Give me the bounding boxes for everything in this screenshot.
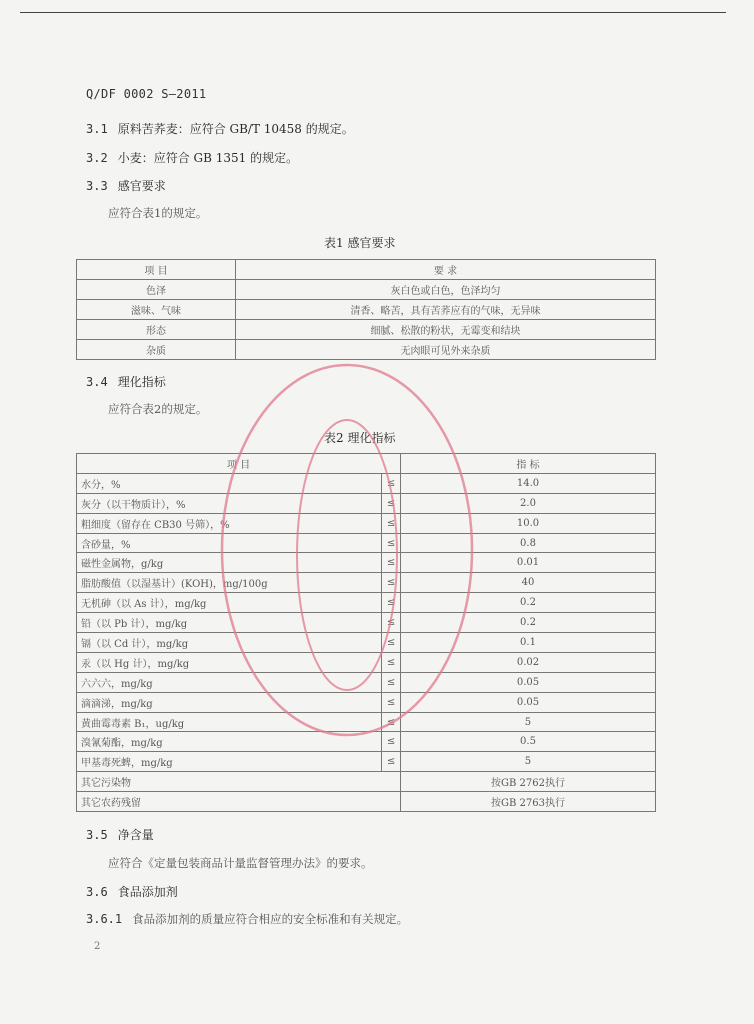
table-row <box>77 320 656 340</box>
table-row <box>77 513 656 533</box>
operator-cell: ≤ <box>382 493 401 513</box>
clause-number: 3.6.1 <box>86 912 123 926</box>
table-row <box>77 633 656 653</box>
operator-cell: ≤ <box>382 473 401 493</box>
table-row <box>77 752 656 772</box>
clause-title: 净含量 <box>117 828 154 842</box>
clause-3-1 <box>86 120 354 137</box>
requirement-cell: 清香、略苦，具有苦荞应有的气味，无异味 <box>236 300 656 320</box>
requirement-cell: 无肉眼可见外来杂质 <box>236 340 656 360</box>
table-row <box>77 473 656 493</box>
clause-number: 3.6 <box>86 885 108 899</box>
operator-cell: ≤ <box>382 533 401 553</box>
clause-3-4 <box>86 373 166 390</box>
value-cell: 按GB 2763执行 <box>400 792 655 812</box>
header-rule <box>20 12 726 13</box>
requirement-cell: 灰白色或白色，色泽均匀 <box>236 280 656 300</box>
operator-cell: ≤ <box>382 613 401 633</box>
value-cell: 0.01 <box>400 553 655 573</box>
table-header-row <box>77 260 656 280</box>
item-cell: 形态 <box>77 320 236 340</box>
physicochemical-table <box>76 453 656 812</box>
value-cell: 0.8 <box>400 533 655 553</box>
table-row <box>77 792 656 812</box>
operator-cell: ≤ <box>382 593 401 613</box>
table-row <box>77 712 656 732</box>
table1-caption: 表1 感官要求 <box>324 236 396 250</box>
table-row <box>77 553 656 573</box>
value-cell: 0.05 <box>400 692 655 712</box>
operator-cell: ≤ <box>382 513 401 533</box>
table-row <box>77 613 656 633</box>
column-header: 项 目 <box>77 260 236 280</box>
standard-code: Q/DF 0002 S—2011 <box>86 87 207 101</box>
table-row <box>77 300 656 320</box>
operator-cell: ≤ <box>382 672 401 692</box>
table-row <box>77 772 656 792</box>
clause-text: 食品添加剂的质量应符合相应的安全标准和有关规定。 <box>132 912 409 926</box>
clause-3-6-1 <box>86 911 408 927</box>
item-cell: 铅（以 Pb 计），mg/kg <box>77 613 382 633</box>
table-header-row <box>77 454 656 474</box>
value-cell: 14.0 <box>400 473 655 493</box>
operator-cell: ≤ <box>382 732 401 752</box>
value-cell: 0.05 <box>400 672 655 692</box>
table-row <box>77 573 656 593</box>
clause-3-5 <box>86 826 154 843</box>
clause-3-3 <box>86 177 166 194</box>
operator-cell: ≤ <box>382 692 401 712</box>
table-row <box>77 692 656 712</box>
item-cell: 镉（以 Cd 计），mg/kg <box>77 633 382 653</box>
table-row <box>77 340 656 360</box>
value-cell: 0.02 <box>400 652 655 672</box>
table-row <box>77 652 656 672</box>
clause-number: 3.1 <box>86 122 108 136</box>
item-cell: 黄曲霉毒素 B₁，ug/kg <box>77 712 382 732</box>
clause-number: 3.3 <box>86 179 108 193</box>
requirement-cell: 细腻、松散的粉状，无霉变和结块 <box>236 320 656 340</box>
operator-cell: ≤ <box>382 553 401 573</box>
value-cell: 0.5 <box>400 732 655 752</box>
column-header: 要 求 <box>236 260 656 280</box>
item-cell: 滴滴涕，mg/kg <box>77 692 382 712</box>
clause-text: 小麦：应符合 GB 1351 的规定。 <box>117 151 299 165</box>
item-cell: 滋味、气味 <box>77 300 236 320</box>
sensory-table <box>76 259 656 360</box>
item-cell: 磁性金属物，g/kg <box>77 553 382 573</box>
clause-number: 3.4 <box>86 375 108 389</box>
value-cell: 按GB 2762执行 <box>400 772 655 792</box>
item-cell: 杂质 <box>77 340 236 360</box>
item-cell: 色泽 <box>77 280 236 300</box>
clause-3-5-body: 应符合《定量包装商品计量监督管理办法》的要求。 <box>108 856 373 870</box>
table-row <box>77 493 656 513</box>
clause-title: 食品添加剂 <box>117 885 178 899</box>
table-row <box>77 732 656 752</box>
operator-cell: ≤ <box>382 752 401 772</box>
column-header: 项 目 <box>77 454 401 474</box>
value-cell: 5 <box>400 752 655 772</box>
value-cell: 5 <box>400 712 655 732</box>
table-row <box>77 280 656 300</box>
clause-number: 3.2 <box>86 151 108 165</box>
table-row <box>77 533 656 553</box>
clause-title: 理化指标 <box>117 375 166 389</box>
operator-cell: ≤ <box>382 573 401 593</box>
item-cell: 溴氰菊酯，mg/kg <box>77 732 382 752</box>
clause-3-2 <box>86 149 298 166</box>
clause-text: 原料苦荞麦：应符合 GB/T 10458 的规定。 <box>117 122 354 136</box>
value-cell: 2.0 <box>400 493 655 513</box>
item-cell: 含砂量，% <box>77 533 382 553</box>
operator-cell: ≤ <box>382 633 401 653</box>
item-cell: 灰分（以干物质计），% <box>77 493 382 513</box>
value-cell: 0.2 <box>400 593 655 613</box>
clause-title: 感官要求 <box>117 179 166 193</box>
item-cell: 甲基毒死蜱，mg/kg <box>77 752 382 772</box>
item-cell: 粗细度（留存在 CB30 号筛），% <box>77 513 382 533</box>
item-cell: 六六六，mg/kg <box>77 672 382 692</box>
clause-3-4-body: 应符合表2的规定。 <box>108 402 208 416</box>
page-number: 2 <box>94 941 101 952</box>
item-cell: 汞（以 Hg 计），mg/kg <box>77 652 382 672</box>
item-cell: 其它农药残留 <box>77 792 401 812</box>
value-cell: 40 <box>400 573 655 593</box>
clause-number: 3.5 <box>86 828 108 842</box>
value-cell: 0.1 <box>400 633 655 653</box>
table-row <box>77 593 656 613</box>
value-cell: 0.2 <box>400 613 655 633</box>
item-cell: 脂肪酸值（以湿基计）(KOH)，mg/100g <box>77 573 382 593</box>
operator-cell: ≤ <box>382 712 401 732</box>
item-cell: 水分，% <box>77 473 382 493</box>
item-cell: 其它污染物 <box>77 772 401 792</box>
table-row <box>77 672 656 692</box>
item-cell: 无机砷（以 As 计），mg/kg <box>77 593 382 613</box>
operator-cell: ≤ <box>382 652 401 672</box>
column-header: 指 标 <box>400 454 655 474</box>
value-cell: 10.0 <box>400 513 655 533</box>
table2-caption: 表2 理化指标 <box>324 431 396 445</box>
clause-3-3-body: 应符合表1的规定。 <box>108 206 208 220</box>
clause-3-6 <box>86 883 178 900</box>
